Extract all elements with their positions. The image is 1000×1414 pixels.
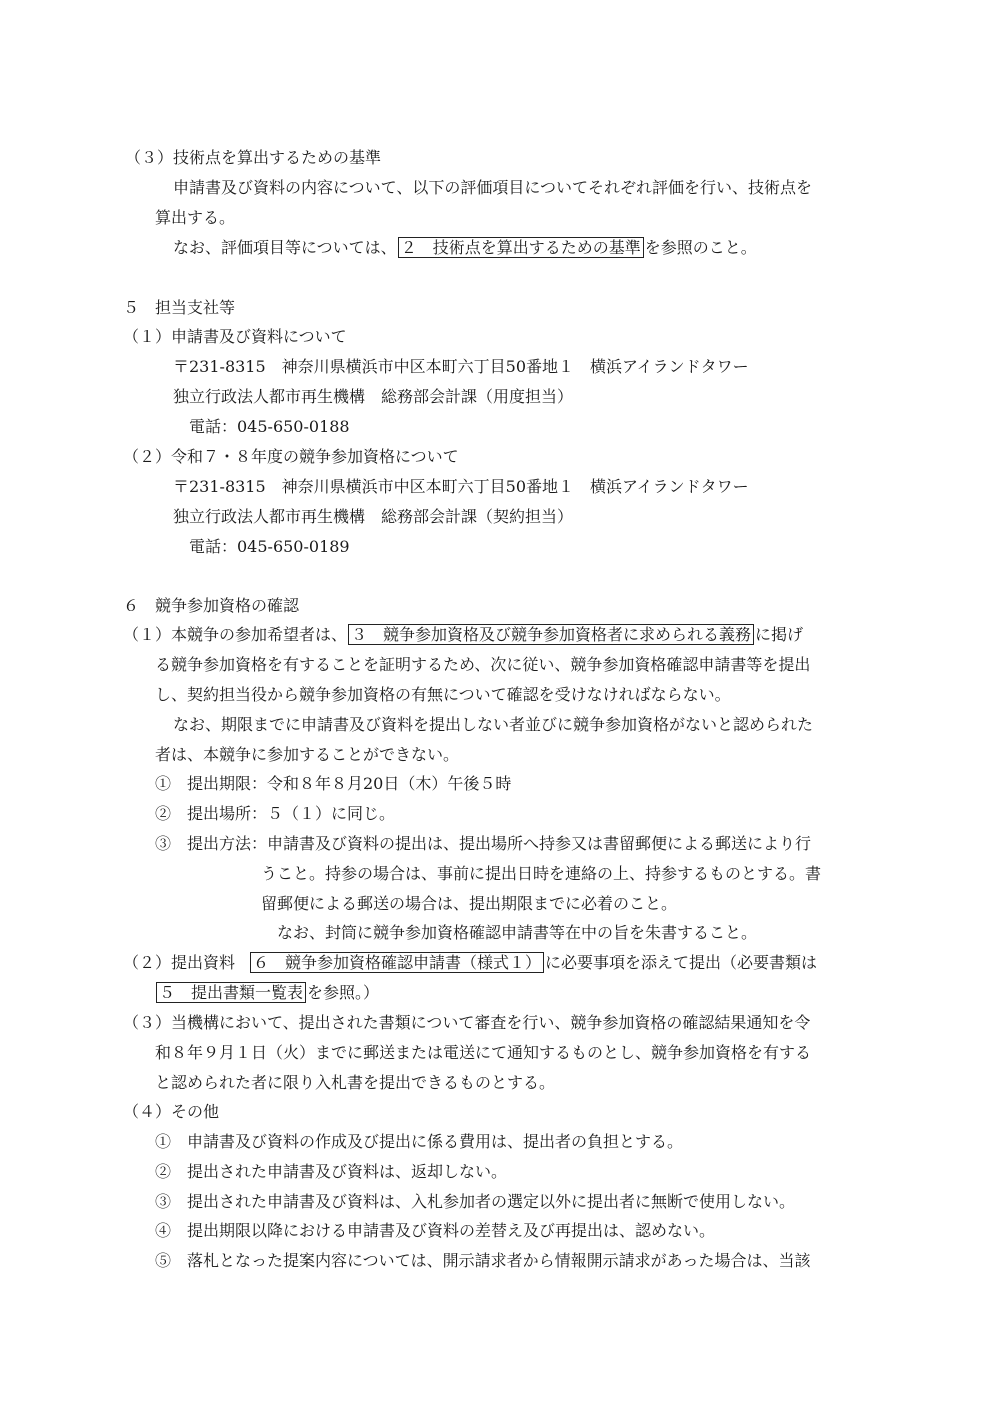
section-6-item1-post: に掲げ xyxy=(755,625,804,644)
section-6-item1-place: ② 提出場所：５（１）に同じ。 xyxy=(155,804,396,823)
section-6-item1-deadline: ① 提出期限：令和８年８月20日（木）午後５時 xyxy=(155,774,512,793)
section-6-item4-title: （４）その他 xyxy=(123,1102,220,1121)
section-6-item1-method-line1: ③ 提出方法：申請書及び資料の提出は、提出場所へ持参又は書留郵便による郵送により行 xyxy=(155,834,812,853)
section-5-item2-title: （２）令和７・８年度の競争参加資格について xyxy=(123,447,459,466)
section-6-item2-line1 xyxy=(123,951,817,975)
section-6-item1-method-line4: なお、封筒に競争参加資格確認申請書等在中の旨を朱書すること。 xyxy=(277,923,758,942)
section-6-item1-line5: 者は、本競争に参加することができない。 xyxy=(155,745,460,764)
section-3-para2 xyxy=(173,236,757,260)
section-6-item4-sub1: ① 申請書及び資料の作成及び提出に係る費用は、提出者の負担とする。 xyxy=(155,1132,684,1151)
section-6-item1-method-line3: 留郵便による郵送の場合は、提出期限までに必着のこと。 xyxy=(261,894,678,913)
section-3-para2-pre: なお、評価項目等については、 xyxy=(173,238,397,257)
section-6-item3-line3: と認められた者に限り入札書を提出できるものとする。 xyxy=(155,1073,556,1092)
section-6-item3-line1: （３）当機構において、提出された書類について審査を行い、競争参加資格の確認結果通知を令 xyxy=(123,1013,811,1032)
section-5-item2-org: 独立行政法人都市再生機構 総務部会計課（契約担当） xyxy=(173,507,574,526)
section-6-item4-sub3: ③ 提出された申請書及び資料は、入札参加者の選定以外に提出者に無断で使用しない。 xyxy=(155,1192,796,1211)
reference-box-criteria: ２ 技術点を算出するための基準 xyxy=(398,237,644,258)
section-6-item4-sub2: ② 提出された申請書及び資料は、返却しない。 xyxy=(155,1162,508,1181)
section-6-item1-method-line2: うこと。持参の場合は、事前に提出日時を連絡の上、持参するものとする。書 xyxy=(261,864,822,883)
section-3-heading: （３）技術点を算出するための基準 xyxy=(125,148,382,167)
reference-box-qualification: ３ 競争参加資格及び競争参加資格者に求められる義務 xyxy=(348,624,754,645)
section-5-item1-org: 独立行政法人都市再生機構 総務部会計課（用度担当） xyxy=(173,387,574,406)
reference-box-document-list: ５ 提出書類一覧表 xyxy=(156,982,306,1003)
reference-box-application-form: ６ 競争参加資格確認申請書（様式１） xyxy=(250,952,544,973)
section-5-item1-title: （１）申請書及び資料について xyxy=(123,327,347,346)
section-5-item2-phone: 電話：045-650-0189 xyxy=(189,537,350,556)
section-3-para1-line2: 算出する。 xyxy=(155,208,236,227)
section-6-item1-pre: （１）本競争の参加希望者は、 xyxy=(123,625,348,644)
section-6-item2-post: を参照。） xyxy=(307,983,380,1002)
section-6-item1-line3: し、契約担当役から競争参加資格の有無について確認を受けなければならない。 xyxy=(155,685,731,704)
section-6-item2-pre: （２）提出資料 xyxy=(123,953,236,972)
section-6-item1-line1 xyxy=(123,623,803,647)
section-6-item1-line4: なお、期限までに申請書及び資料を提出しない者並びに競争参加資格がないと認められた xyxy=(173,715,814,734)
section-5-heading: ５ 担当支社等 xyxy=(123,298,236,317)
section-3-para1-line1: 申請書及び資料の内容について、以下の評価項目についてそれぞれ評価を行い、技術点を xyxy=(173,178,813,197)
section-5-item1-phone: 電話：045-650-0188 xyxy=(189,417,350,436)
section-5-item2-address: 〒231-8315 神奈川県横浜市中区本町六丁目50番地１ 横浜アイランドタワー xyxy=(173,477,749,496)
section-6-item2-line2 xyxy=(155,981,379,1005)
section-6-item1-line2: る競争参加資格を有することを証明するため、次に従い、競争参加資格確認申請書等を提出 xyxy=(155,655,811,674)
section-6-heading: ６ 競争参加資格の確認 xyxy=(123,596,300,615)
section-6-item3-line2: 和８年９月１日（火）までに郵送または電送にて通知するものとし、競争参加資格を有する xyxy=(155,1043,812,1062)
section-5-item1-address: 〒231-8315 神奈川県横浜市中区本町六丁目50番地１ 横浜アイランドタワー xyxy=(173,357,749,376)
section-3-para2-post: を参照のこと。 xyxy=(644,238,757,257)
section-6-item4-sub5: ⑤ 落札となった提案内容については、開示請求者から情報開示請求があった場合は、当該 xyxy=(155,1251,811,1270)
section-6-item2-mid: に必要事項を添えて提出（必要書類は xyxy=(545,953,818,972)
section-6-item4-sub4: ④ 提出期限以降における申請書及び資料の差替え及び再提出は、認めない。 xyxy=(155,1221,716,1240)
